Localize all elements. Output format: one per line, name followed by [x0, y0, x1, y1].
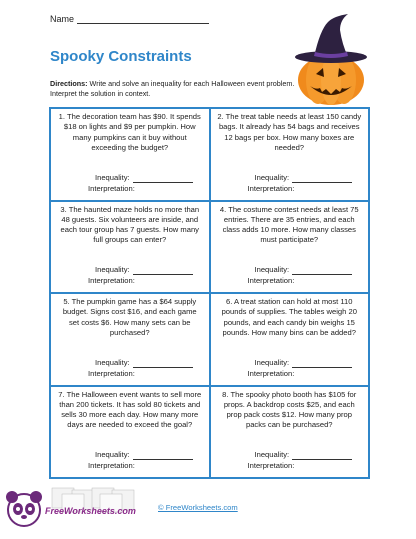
inequality-label: Inequality:: [254, 357, 290, 367]
inequality-label: Inequality:: [254, 265, 290, 274]
answer-area: [51, 172, 209, 194]
interpretation-label: Interpretation:: [88, 461, 135, 470]
directions-label: Directions:: [50, 79, 88, 88]
problem-2: [217, 112, 363, 153]
interpretation-label: Interpretation:: [247, 461, 295, 470]
problem-text: The treat table needs at least 150 candy bags. It already has 54 bags and receives 12 bags per box. How many boxes are needed?: [218, 112, 362, 152]
directions: [50, 79, 300, 99]
name-field: [50, 14, 209, 24]
problem-number: 7.: [58, 389, 65, 399]
problem-number: 5.: [63, 297, 70, 306]
answer-area: [51, 264, 209, 286]
inequality-answer-line[interactable]: [292, 175, 352, 183]
problem-cell-6: [210, 293, 370, 386]
problem-number: 2.: [217, 112, 224, 121]
inequality-label: Inequality:: [95, 172, 130, 182]
problem-text: The costume contest needs at least 75 entries. There are 35 entries, and each class adds 10 more. How many classes must participate?: [222, 204, 359, 245]
pumpkin-witch-hat-icon: [290, 10, 372, 108]
answer-area: [211, 449, 369, 471]
inequality-label: Inequality:: [95, 265, 130, 274]
problem-text: The decoration team has $90. It spends $18 on lights and $9 per pumpkin. How many pumpkins can it buy without exceeding the budget?: [63, 112, 201, 152]
problem-5: [57, 297, 203, 338]
inequality-label: Inequality:: [95, 357, 130, 367]
problem-cell-1: [50, 108, 210, 201]
inequality-answer-line[interactable]: [292, 360, 352, 368]
inequality-answer-line[interactable]: [292, 267, 352, 275]
problem-cell-7: [50, 386, 210, 479]
problem-number: 3.: [60, 204, 67, 214]
problem-text: The spooky photo booth has $105 for props. A backdrop costs $25, and each prop pack costs $12. How many prop packs can be purchased?: [223, 389, 357, 430]
name-line[interactable]: [77, 15, 209, 24]
problem-cell-4: [210, 201, 370, 294]
inequality-answer-line[interactable]: [133, 360, 193, 368]
problem-cell-3: [50, 201, 210, 294]
problem-3: [57, 205, 203, 246]
problem-6: [217, 297, 363, 338]
answer-area: [211, 172, 369, 194]
problem-8: [217, 390, 363, 431]
copyright-link[interactable]: © FreeWorksheets.com: [158, 503, 238, 512]
answer-area: [51, 449, 209, 471]
problem-grid: [49, 107, 370, 479]
problem-4: [217, 205, 363, 246]
problem-cell-2: [210, 108, 370, 201]
interpretation-label: Interpretation:: [247, 183, 295, 193]
problem-number: 4.: [219, 204, 227, 214]
inequality-answer-line[interactable]: [133, 175, 193, 183]
problem-7: [57, 390, 203, 431]
problem-cell-5: [50, 293, 210, 386]
problem-text: The pumpkin game has a $64 supply budget. Signs cost $16, and each game set costs $6. How many sets can be purchased?: [62, 297, 197, 337]
logo-text: FreeWorksheets.com: [45, 506, 136, 516]
answer-area: [211, 357, 369, 379]
inequality-answer-line[interactable]: [133, 452, 193, 460]
problem-number: 6.: [225, 297, 233, 306]
inequality-label: Inequality:: [254, 450, 290, 459]
problem-number: 8.: [222, 389, 229, 399]
name-label: Name: [50, 14, 75, 24]
directions-text: Write and solve an inequality for each Halloween event problem. Interpret the solution in context.: [50, 79, 295, 98]
answer-area: [211, 264, 369, 286]
problem-number: 1.: [58, 112, 66, 121]
problem-cell-8: [210, 386, 370, 479]
page-title: Spooky Constraints: [50, 48, 192, 65]
inequality-answer-line[interactable]: [292, 452, 352, 460]
interpretation-label: Interpretation:: [247, 368, 295, 378]
problem-text: A treat station can hold at most 110 pounds of supplies. The tables weigh 20 pounds, and each candy bin weighs 15 pounds. How many bins can be added?: [221, 297, 357, 337]
inequality-label: Inequality:: [254, 172, 290, 182]
interpretation-label: Interpretation:: [88, 368, 135, 378]
answer-area: [51, 357, 209, 379]
inequality-label: Inequality:: [95, 450, 130, 459]
interpretation-label: Interpretation:: [88, 183, 135, 193]
problem-text: The haunted maze holds no more than 48 guests. Six volunteers are inside, and each tour group has 7 guests. How many full groups can enter?: [60, 204, 200, 245]
interpretation-label: Interpretation:: [88, 276, 135, 285]
inequality-answer-line[interactable]: [133, 267, 193, 275]
problem-text: The Halloween event wants to sell more than 200 tickets. It has sold 80 tickets and sells 30 more each day. How many more days are needed to exceed the goal?: [59, 389, 202, 430]
interpretation-label: Interpretation:: [247, 276, 295, 285]
problem-1: [57, 112, 203, 153]
